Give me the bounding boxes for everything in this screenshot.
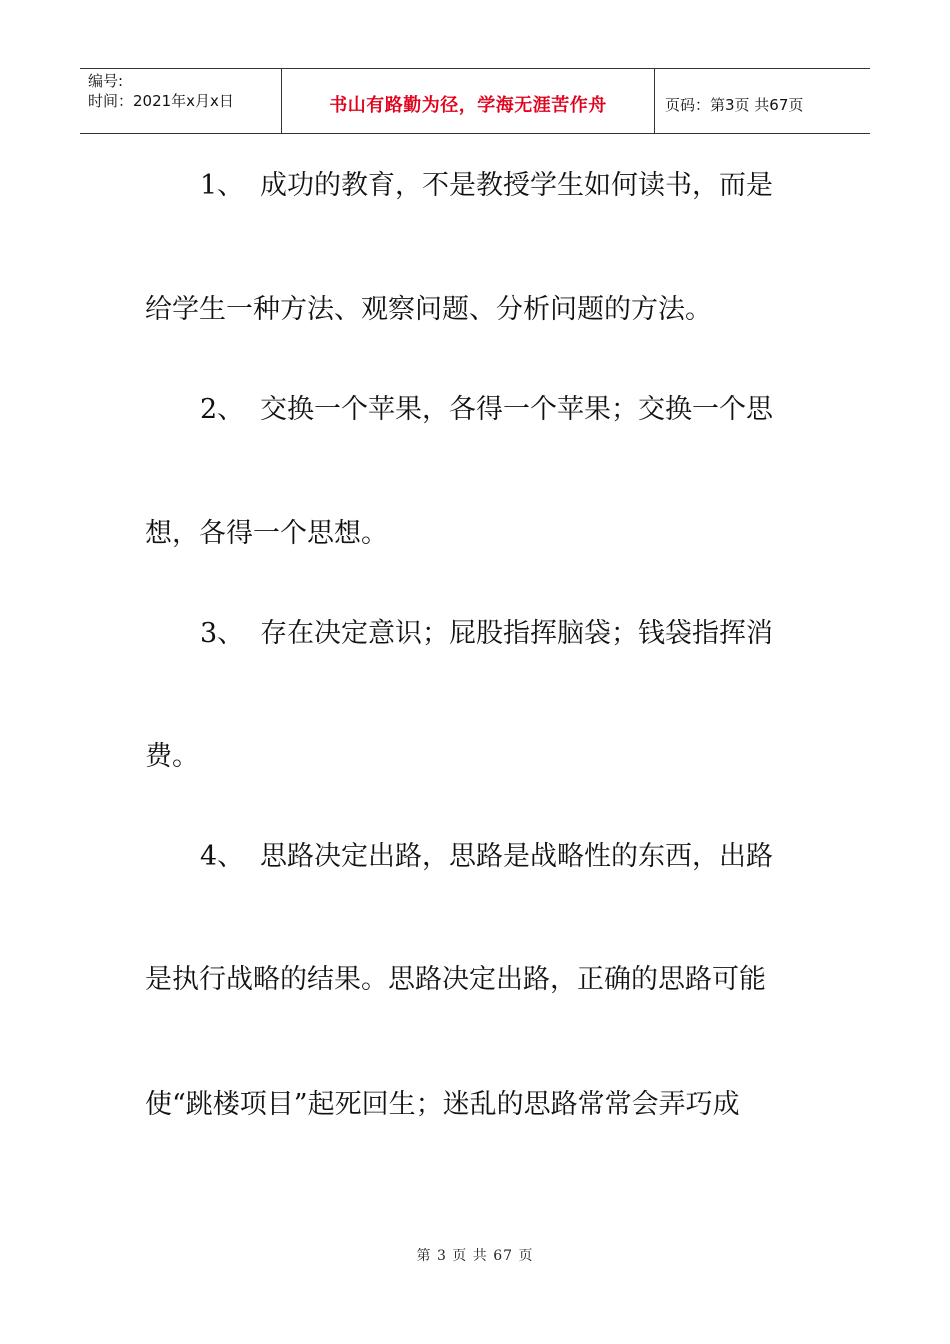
line-text: 思路决定出路，思路是战略性的东西，出路 <box>260 841 773 872</box>
page-footer: 第 3 页 共 67 页 <box>416 1248 534 1264</box>
item-number: 4、 <box>200 841 245 872</box>
paragraph-1-line-1 <box>200 166 810 206</box>
item-number: 1、 <box>200 170 245 201</box>
document-time-label: 时间：2021年x月x日 <box>88 92 234 110</box>
paragraph-4-line-3: 使“跳楼项目”起死回生；迷乱的思路常常会弄巧成 <box>145 1089 740 1120</box>
header-motto: 书山有路勤为径，学海无涯苦作舟 <box>329 95 607 116</box>
line-text: 交换一个苹果，各得一个苹果；交换一个思 <box>260 394 773 425</box>
paragraph-3-line-1 <box>200 614 810 654</box>
paragraph-3-line-2: 费。 <box>145 741 199 772</box>
page-header <box>80 68 870 134</box>
line-text: 成功的教育，不是教授学生如何读书，而是 <box>260 170 773 201</box>
item-number: 3、 <box>200 618 245 649</box>
paragraph-2-line-2: 想，各得一个思想。 <box>145 518 388 549</box>
paragraph-2-line-1 <box>200 390 810 430</box>
line-text: 存在决定意识；屁股指挥脑袋；钱袋指挥消 <box>260 618 773 649</box>
paragraph-4-line-1 <box>200 837 810 877</box>
header-meta <box>80 69 281 133</box>
header-motto-cell <box>281 69 655 133</box>
paragraph-1-line-2: 给学生一种方法、观察问题、分析问题的方法。 <box>145 294 712 325</box>
item-number: 2、 <box>200 394 245 425</box>
paragraph-4-line-2: 是执行战略的结果。思路决定出路，正确的思路可能 <box>145 964 766 995</box>
header-page-info: 页码：第3页 共67页 <box>665 95 804 114</box>
document-number-label: 编号: <box>88 72 124 90</box>
